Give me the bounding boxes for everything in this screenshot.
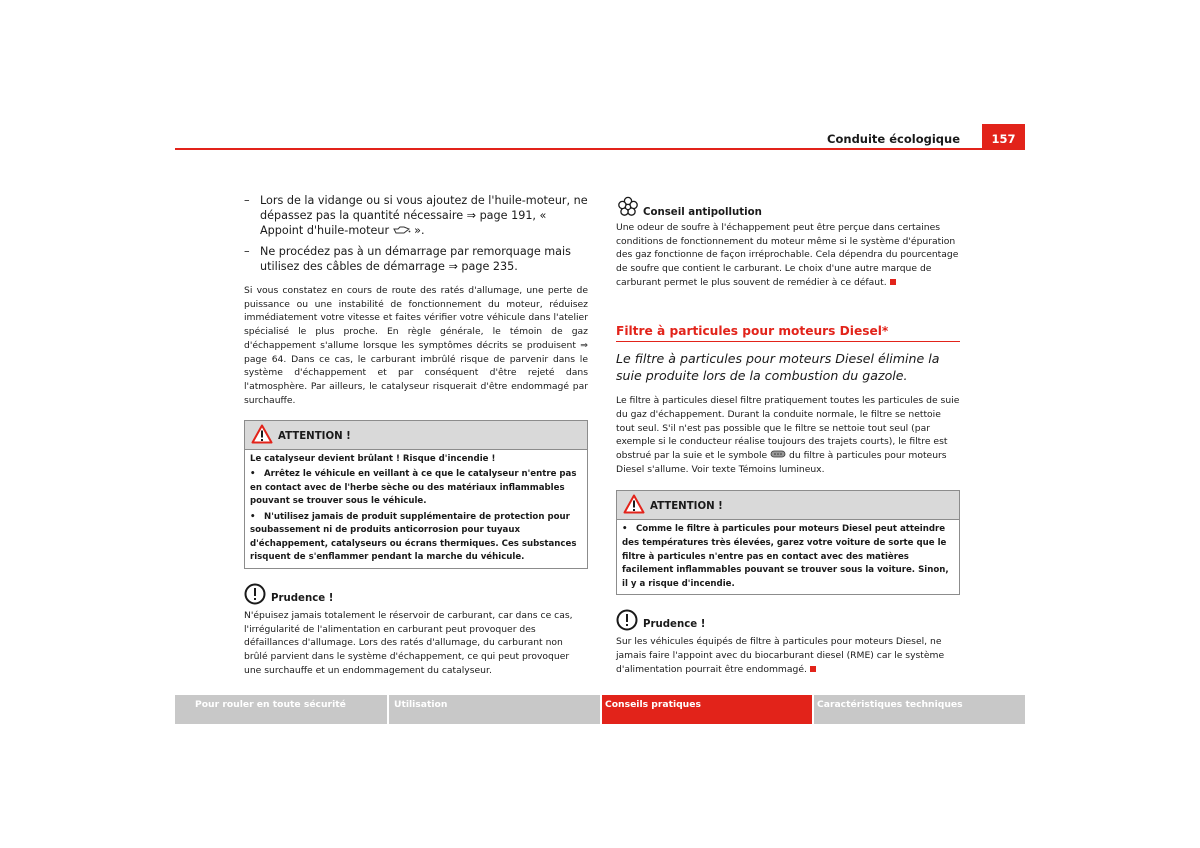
header-rule bbox=[175, 148, 1025, 150]
warning-bullet: • N'utilisez jamais de produit supplémentaire de protection pour soubassement ni de produits anticorrosion pour tuyaux d'échappement, catalyseurs ou écrans thermiques. Ces substances risquent de s'enflammer pendant la marche du véhicule. bbox=[250, 511, 577, 563]
warning-triangle-icon bbox=[623, 494, 645, 514]
list-item: – Ne procédez pas à un démarrage par remorquage mais utilisez des câbles de démarrage ⇒ page 235. bbox=[244, 245, 571, 273]
footer-tab-safety[interactable] bbox=[175, 695, 387, 724]
section-title: Filtre à particules pour moteurs Diesel* bbox=[616, 325, 960, 343]
list-item-text: Ne procédez pas à un démarrage par remorquage mais utilisez des câbles de démarrage ⇒ page 235. bbox=[260, 245, 571, 273]
caution-text: N'épuisez jamais totalement le réservoir de carburant, car dans ce cas, l'irrégularité de l'alimentation en carburant peut provoquer des défaillances d'allumage. Lors des ratés d'allumage, du carburant non brûlé parvient dans le système d'échappement, ce qui peut provoquer une surchauffe et un endommagement du catalyseur. bbox=[244, 610, 573, 676]
caution-header bbox=[616, 609, 960, 633]
warning-box bbox=[616, 490, 960, 595]
warning-body bbox=[245, 450, 587, 568]
body-paragraph: Le filtre à particules diesel filtre pratiquement toutes les particules de suie du gaz d'échappement. Durant la conduite normale, le filtre se nettoie tout seul. S'il n'est pas possible que le filtre se nettoie tout seul (par exemple si le conducteur réalise toujours des trajets courts), le filtre est obstrué par la suie et le symbole du filtre à particules pour moteurs Diesel s'allume. Voir texte Témoins lumineux. bbox=[616, 395, 960, 475]
caution-title: Prudence ! bbox=[271, 593, 334, 605]
exclamation-circle-icon bbox=[244, 583, 266, 605]
warning-bullet: • Arrêtez le véhicule en veillant à ce que le catalyseur n'entre pas en contact avec de l'herbe sèche ou des matériaux inflammables pouvant se trouver sous le véhicule. bbox=[250, 468, 577, 507]
right-column bbox=[616, 196, 960, 677]
env-tip-text: Une odeur de soufre à l'échappement peut être perçue dans certaines conditions de fonctionnement du moteur même si le système d'épuration des gaz fonctionne de façon irréprochable. Cela dépendra du pourcentage de soufre que contient le carburant. Le choix d'une autre marque de carburant permet le plus souvent de remédier à ce défaut. bbox=[616, 222, 959, 288]
list-item: – Lors de la vidange ou si vous ajoutez de l'huile-moteur, ne dépassez pas la quantité nécessaire ⇒ page 191, « Appoint d'huile-moteur ». bbox=[244, 194, 588, 237]
warning-triangle-icon bbox=[251, 424, 273, 444]
list-item-text: Lors de la vidange ou si vous ajoutez de l'huile-moteur, ne dépassez pas la quantité nécessaire ⇒ page 191, « Appoint d'huile-moteur ». bbox=[260, 194, 588, 237]
warning-header bbox=[245, 421, 587, 450]
warning-intro: Le catalyseur devient brûlant ! Risque d'incendie ! bbox=[250, 454, 496, 465]
footer-tab-operation[interactable] bbox=[389, 695, 600, 724]
left-column bbox=[244, 193, 588, 678]
env-tip-title: Conseil antipollution bbox=[643, 207, 762, 218]
exclamation-circle-icon bbox=[616, 609, 638, 631]
end-marker bbox=[890, 279, 896, 285]
footer-tab-label: Conseils pratiques bbox=[605, 699, 701, 710]
env-tip-header bbox=[616, 196, 960, 220]
end-marker bbox=[810, 666, 816, 672]
body-paragraph: Si vous constatez en cours de route des ratés d'allumage, une perte de puissance ou une instabilité de fonctionnement du moteur, réduisez immédiatement votre vitesse et faites vérifier votre véhicule dans l'atelier spécialisé le plus proche. En règle générale, le témoin de gaz d'échappement s'allume lorsque les symptômes décrits se produisent ⇒ page 64. Dans ce cas, le carburant imbrûlé risque de parvenir dans le système d'échappement et par conséquent d'être rejeté dans l'atmosphère. Par ailleurs, le catalyseur risquerait d'être endommagé par surchauffe. bbox=[244, 285, 588, 406]
footer-tab-technical-data[interactable] bbox=[814, 695, 1025, 724]
footer-tab-label: Pour rouler en toute sécurité bbox=[195, 699, 346, 710]
warning-bullet: • Comme le filtre à particules pour moteurs Diesel peut atteindre des températures très élevées, garez votre voiture de sorte que le filtre à particules n'entre pas en contact avec des matières facilement inflammables pouvant se trouver sous la voiture. Sinon, il y a risque d'incendie. bbox=[622, 524, 949, 589]
footer-tab-label: Utilisation bbox=[394, 699, 448, 710]
caution-title: Prudence ! bbox=[643, 619, 706, 631]
oil-can-icon bbox=[393, 225, 411, 234]
warning-box bbox=[244, 420, 588, 569]
footer-tab-label: Caractéristiques techniques bbox=[817, 699, 963, 710]
warning-header bbox=[617, 491, 959, 520]
warning-title: ATTENTION ! bbox=[650, 501, 723, 513]
caution-text: Sur les véhicules équipés de filtre à particules pour moteurs Diesel, ne jamais faire l'appoint avec du biocarburant diesel (RME) car le système d'alimentation pourrait être endommagé. bbox=[616, 636, 945, 675]
flower-icon bbox=[617, 196, 639, 218]
running-header-title: Conduite écologique bbox=[827, 132, 960, 146]
warning-body bbox=[617, 520, 959, 594]
footer-tab-practical-tips[interactable] bbox=[602, 695, 812, 724]
page-number: 157 bbox=[982, 124, 1025, 149]
warning-title: ATTENTION ! bbox=[278, 431, 351, 443]
diesel-particle-filter-icon bbox=[770, 450, 786, 458]
caution-header bbox=[244, 583, 588, 607]
section-lead: Le filtre à particules pour moteurs Diesel élimine la suie produite lors de la combustion du gazole. bbox=[616, 351, 940, 384]
